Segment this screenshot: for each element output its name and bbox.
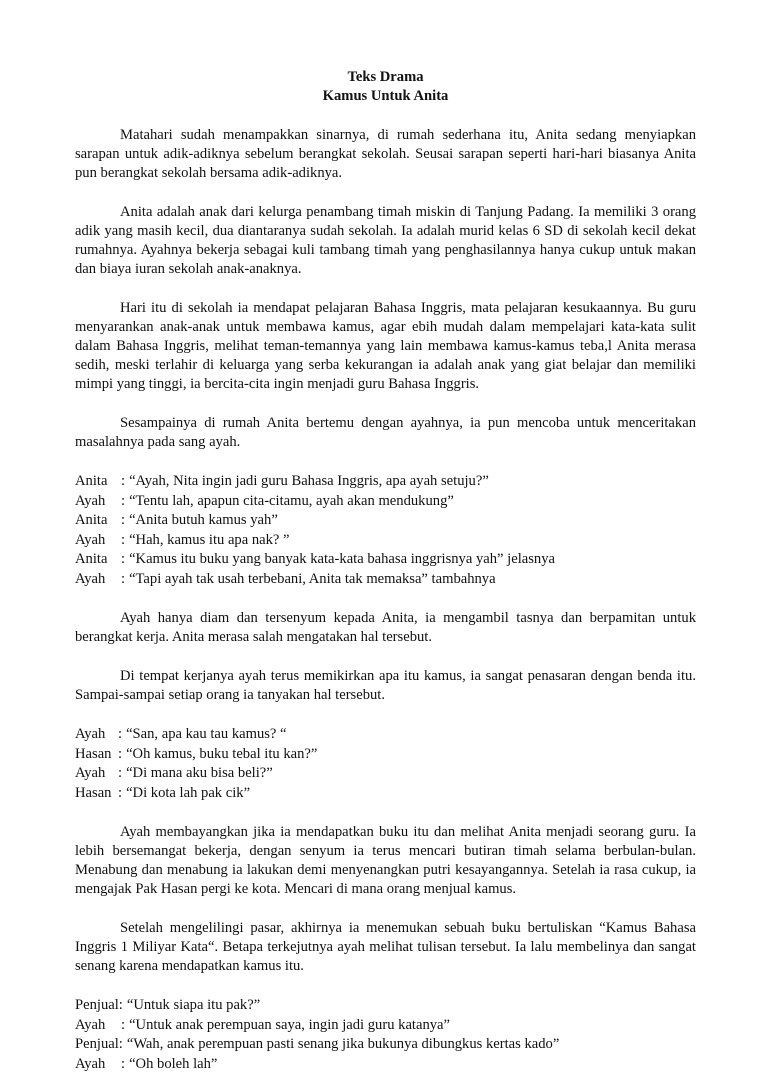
dialog-text: “Tapi ayah tak usah terbebani, Anita tak memaksa” tambahnya	[129, 570, 496, 590]
dialog-text: “Oh boleh lah”	[129, 1055, 217, 1074]
paragraph: Anita adalah anak dari kelurga penambang timah miskin di Tanjung Padang. Ia memiliki 3 orang adik yang masih kecil, dua diantaranya sudah sekolah. Ia adalah murid kelas 6 SD di sekolah kecil dekat rumahnya. Ayahnya bekerja sebagai kuli tambang timah yang penghasilannya hanya cukup untuk makan dan biaya iuran sekolah anak-anaknya.	[75, 203, 696, 279]
dialog-speaker: Ayah	[75, 1016, 121, 1036]
paragraph: Setelah mengelilingi pasar, akhirnya ia menemukan sebuah buku bertuliskan “Kamus Bahasa Inggris 1 Miliyar Kata“. Betapa terkejutnya ayah melihat tulisan tersebut. Ia lalu membelinya dan sangat senang karena mendapatkan kamus itu.	[75, 919, 696, 976]
paragraph: Sesampainya di rumah Anita bertemu dengan ayahnya, ia pun mencoba untuk menceritakan masalahnya pada sang ayah.	[75, 414, 696, 452]
dialog-separator: :	[121, 1016, 125, 1036]
dialog-line	[75, 1035, 696, 1055]
dialog-line	[75, 1055, 696, 1074]
dialog-speaker: Ayah	[75, 1055, 121, 1074]
dialog-speaker: Hasan	[75, 745, 118, 765]
paragraph: Matahari sudah menampakkan sinarnya, di rumah sederhana itu, Anita sedang menyiapkan sarapan untuk adik-adiknya sebelum berangkat sekolah. Seusai sarapan seperti hari-hari biasanya Anita pun berangkat sekolah bersama adik-adiknya.	[75, 126, 696, 183]
dialog-separator: :	[121, 1055, 125, 1074]
dialog-separator: :	[118, 764, 122, 784]
paragraph: Ayah membayangkan jika ia mendapatkan buku itu dan melihat Anita menjadi seorang guru. Ia lebih bersemangat bekerja, dengan senyum ia terus mencari butiran timah selama berbulan-bulan. Menabung dan menabung ia lakukan demi menyenangkan putri kesayangannya. Setelah ia rasa cukup, ia mengajak Pak Hasan pergi ke kota. Mencari di mana orang menjual kamus.	[75, 823, 696, 899]
dialog-separator: :	[121, 492, 125, 512]
dialog-separator: :	[118, 745, 122, 765]
dialog-separator: :	[119, 996, 123, 1016]
dialog-speaker: Ayah	[75, 725, 118, 745]
dialog-line	[75, 492, 696, 512]
dialog-speaker: Ayah	[75, 531, 121, 551]
dialog-text: “San, apa kau tau kamus? “	[126, 725, 286, 745]
dialog-speaker: Ayah	[75, 492, 121, 512]
dialog-block-3	[75, 996, 696, 1074]
dialog-speaker: Anita	[75, 472, 121, 492]
dialog-separator: :	[118, 784, 122, 804]
dialog-separator: :	[121, 550, 125, 570]
dialog-text: “Wah, anak perempuan pasti senang jika bukunya dibungkus kertas kado”	[127, 1035, 559, 1055]
paragraph: Hari itu di sekolah ia mendapat pelajaran Bahasa Inggris, mata pelajaran kesukaannya. Bu guru menyarankan anak-anak untuk membawa kamus, agar ebih mudah dalam mempelajari kata-kata sulit dalam Bahasa Inggris, melihat teman-temannya yang lain membawa kamus-kamus teba,l Anita merasa sedih, meski terlahir di keluarga yang serba kekurangan ia adalah anak yang giat belajar dan memiliki mimpi yang tinggi, ia bercita-cita ingin menjadi guru Bahasa Inggris.	[75, 299, 696, 394]
dialog-line	[75, 784, 696, 804]
dialog-separator: :	[121, 531, 125, 551]
dialog-speaker: Hasan	[75, 784, 118, 804]
dialog-speaker: Anita	[75, 511, 121, 531]
dialog-text: “Tentu lah, apapun cita-citamu, ayah akan mendukung”	[129, 492, 454, 512]
document-title: Teks Drama	[75, 68, 696, 87]
dialog-line	[75, 996, 696, 1016]
dialog-text: “Ayah, Nita ingin jadi guru Bahasa Inggris, apa ayah setuju?”	[129, 472, 489, 492]
paragraph: Di tempat kerjanya ayah terus memikirkan apa itu kamus, ia sangat penasaran dengan benda itu. Sampai-sampai setiap orang ia tanyakan hal tersebut.	[75, 667, 696, 705]
dialog-line	[75, 570, 696, 590]
dialog-speaker: Anita	[75, 550, 121, 570]
dialog-separator: :	[118, 725, 122, 745]
dialog-block-2	[75, 725, 696, 803]
dialog-text: “Kamus itu buku yang banyak kata-kata bahasa inggrisnya yah” jelasnya	[129, 550, 555, 570]
dialog-line	[75, 550, 696, 570]
dialog-line	[75, 725, 696, 745]
dialog-text: “Untuk siapa itu pak?”	[127, 996, 260, 1016]
dialog-speaker: Penjual	[75, 996, 119, 1016]
dialog-text: “Di mana aku bisa beli?”	[126, 764, 273, 784]
dialog-line	[75, 531, 696, 551]
dialog-text: “Untuk anak perempuan saya, ingin jadi guru katanya”	[129, 1016, 450, 1036]
dialog-block-1	[75, 472, 696, 589]
dialog-text: “Hah, kamus itu apa nak? ”	[129, 531, 289, 551]
dialog-speaker: Ayah	[75, 764, 118, 784]
dialog-speaker: Penjual	[75, 1035, 119, 1055]
document-subtitle: Kamus Untuk Anita	[75, 87, 696, 106]
dialog-speaker: Ayah	[75, 570, 121, 590]
dialog-separator: :	[121, 570, 125, 590]
dialog-separator: :	[119, 1035, 123, 1055]
dialog-separator: :	[121, 511, 125, 531]
dialog-line	[75, 472, 696, 492]
paragraph: Ayah hanya diam dan tersenyum kepada Anita, ia mengambil tasnya dan berpamitan untuk berangkat kerja. Anita merasa salah mengatakan hal tersebut.	[75, 609, 696, 647]
dialog-text: “Anita butuh kamus yah”	[129, 511, 278, 531]
title-spacer	[75, 106, 696, 126]
dialog-separator: :	[121, 472, 125, 492]
dialog-text: “Di kota lah pak cik”	[126, 784, 250, 804]
dialog-line	[75, 511, 696, 531]
dialog-line	[75, 764, 696, 784]
dialog-line	[75, 745, 696, 765]
dialog-line	[75, 1016, 696, 1036]
dialog-text: “Oh kamus, buku tebal itu kan?”	[126, 745, 317, 765]
